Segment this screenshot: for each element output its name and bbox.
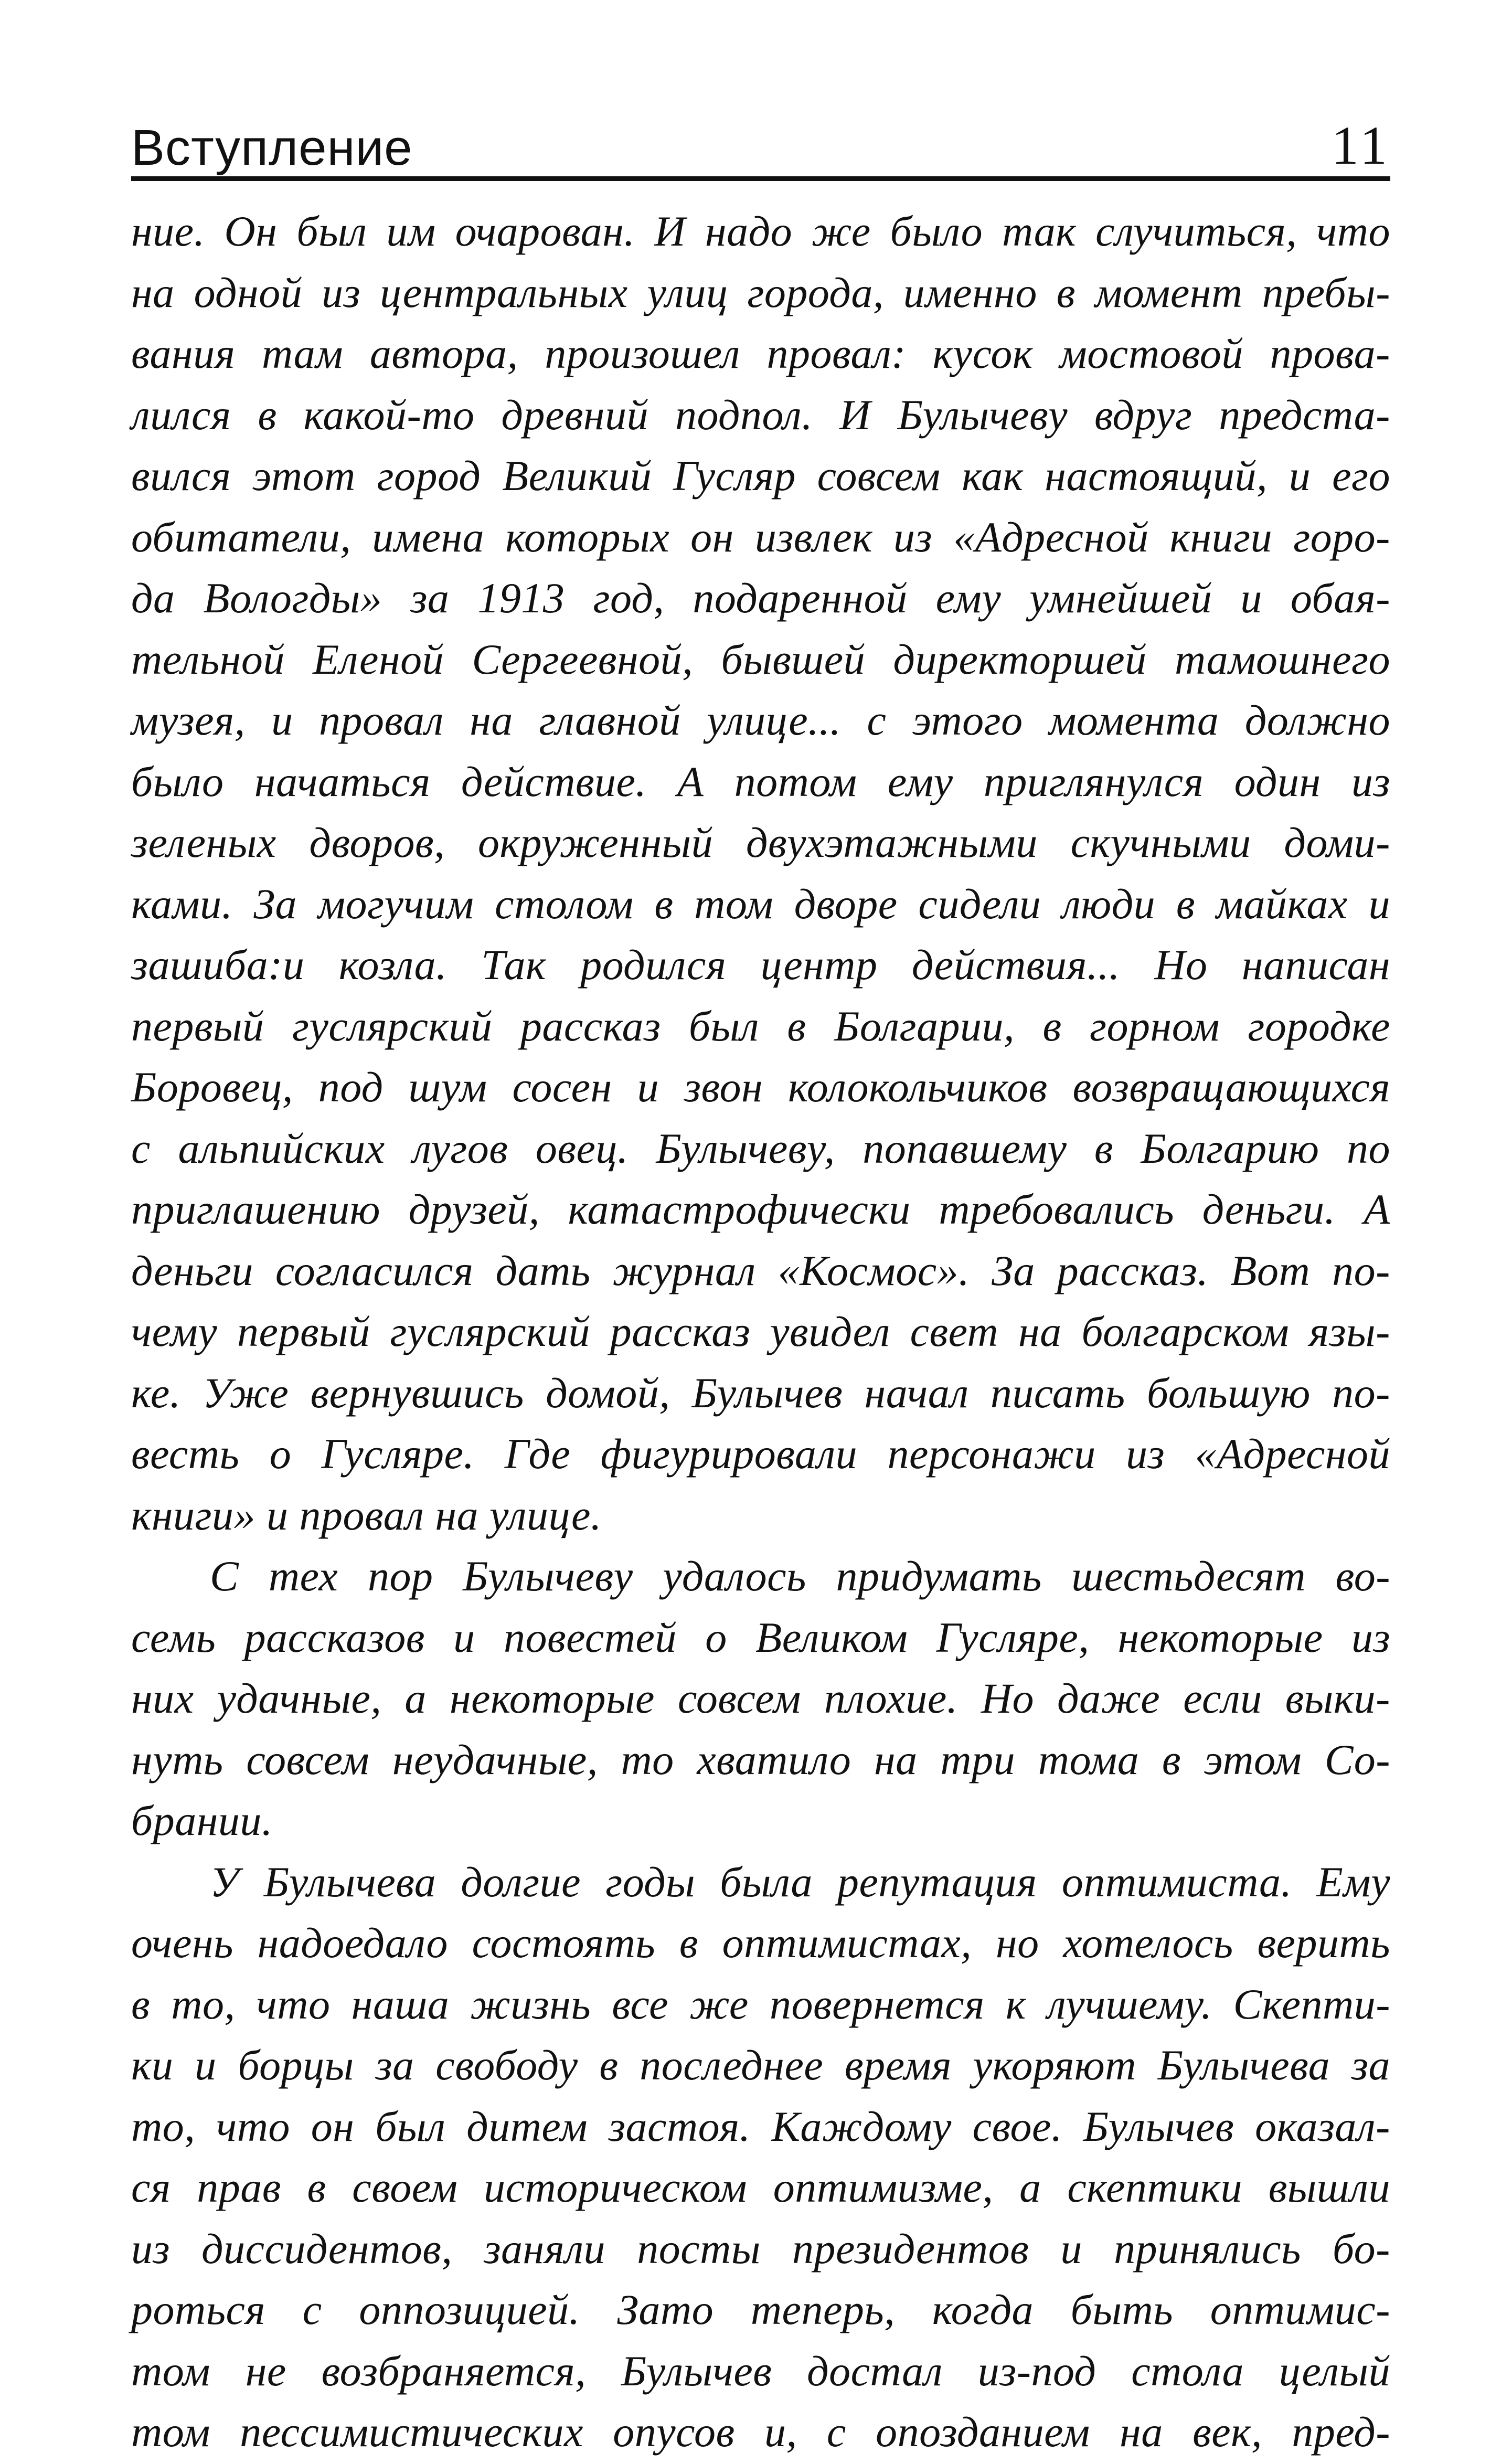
text-line: лился в какой-то древний подпол. И Булычеву вдруг предста- (131, 390, 1390, 439)
text-line: вания там автора, произошел провал: кусок мостовой прова- (131, 330, 1390, 377)
text-line: зеленых дворов, окруженный двухэтажными скучными доми- (131, 819, 1390, 866)
text-line: приглашению друзей, катастрофически требовались деньги. А (131, 1185, 1390, 1233)
text-line: было начаться действие. А потом ему приглянулся один из (131, 757, 1390, 805)
text-line: книги» и провал на улице. (131, 1491, 602, 1539)
text-line: обитатели, имена которых он извлек из «Адресной книги горо- (131, 513, 1390, 561)
text-line: на одной из центральных улиц города, именно в момент пребы- (131, 268, 1390, 316)
text-line: У Булычева долгие годы была репутация оптимиста. Ему (210, 1857, 1390, 1906)
text-line: ся прав в своем историческом оптимизме, а скептики вышли (131, 2163, 1390, 2211)
text-line: да Вологды» за 1913 год, подаренной ему умнейшей и обая- (131, 574, 1390, 622)
text-line: них удачные, а некоторые совсем плохие. Но даже если выки- (131, 1674, 1390, 1722)
text-line: Боровец, под шум сосен и звон колокольчиков возвращающихся (131, 1063, 1390, 1111)
text-line: из диссидентов, заняли посты президентов и принялись бо- (131, 2224, 1390, 2273)
body-text (131, 201, 1390, 2463)
book-page (131, 105, 1390, 2463)
text-line: то, что он был дитем застоя. Каждому свое. Булычев оказал- (131, 2102, 1390, 2150)
text-line: роться с оппозицией. Зато теперь, когда быть оптимис- (131, 2286, 1390, 2333)
text-line: тельной Еленой Сергеевной, бывшей директоршей тамошнего (131, 635, 1390, 683)
text-line: чему первый гуслярский рассказ увидел свет на болгарском язы- (131, 1308, 1390, 1355)
page-number: 11 (1331, 115, 1390, 176)
text-line: первый гуслярский рассказ был в Болгарии, в горном городке (131, 1002, 1390, 1050)
text-line: ки и борцы за свободу в последнее время укоряют Булычева за (131, 2041, 1390, 2089)
text-line: музея, и провал на главной улице... с этого момента должно (131, 696, 1390, 744)
text-line: том не возбраняется, Булычев достал из-под стола целый (131, 2347, 1390, 2395)
text-line: ние. Он был им очарован. И надо же было так случиться, что (131, 207, 1390, 255)
text-line: нуть совсем неудачные, то хватило на три тома в этом Со- (131, 1735, 1390, 1783)
text-line: с альпийских лугов овец. Булычеву, попавшему в Болгарию по (131, 1124, 1390, 1172)
text-line: деньги согласился дать журнал «Космос». За рассказ. Вот по- (131, 1246, 1390, 1294)
text-line: брании. (131, 1797, 273, 1844)
text-line: ками. За могучим столом в том дворе сидели люди в майках и (131, 879, 1390, 928)
chapter-title: Вступление (131, 120, 413, 176)
text-line: зашиба:и козла. Так родился центр действия... Но написан (131, 941, 1390, 989)
text-line: в то, что наша жизнь все же повернется к лучшему. Скепти- (131, 1980, 1390, 2028)
text-line: семь рассказов и повестей о Великом Гусляре, некоторые из (131, 1613, 1390, 1661)
text-line: том пессимистических опусов и, с опозданием на век, пред- (131, 2408, 1390, 2456)
running-header (131, 105, 1390, 181)
text-line: ке. Уже вернувшись домой, Булычев начал писать большую по- (131, 1368, 1390, 1417)
text-line: очень надоедало состоять в оптимистах, но хотелось верить (131, 1919, 1390, 1967)
text-line: весть о Гусляре. Где фигурировали персонажи из «Адресной (131, 1430, 1390, 1478)
text-line: С тех пор Булычеву удалось придумать шестьдесят во- (210, 1552, 1390, 1600)
text-line: вился этот город Великий Гусляр совсем как настоящий, и его (131, 452, 1390, 500)
